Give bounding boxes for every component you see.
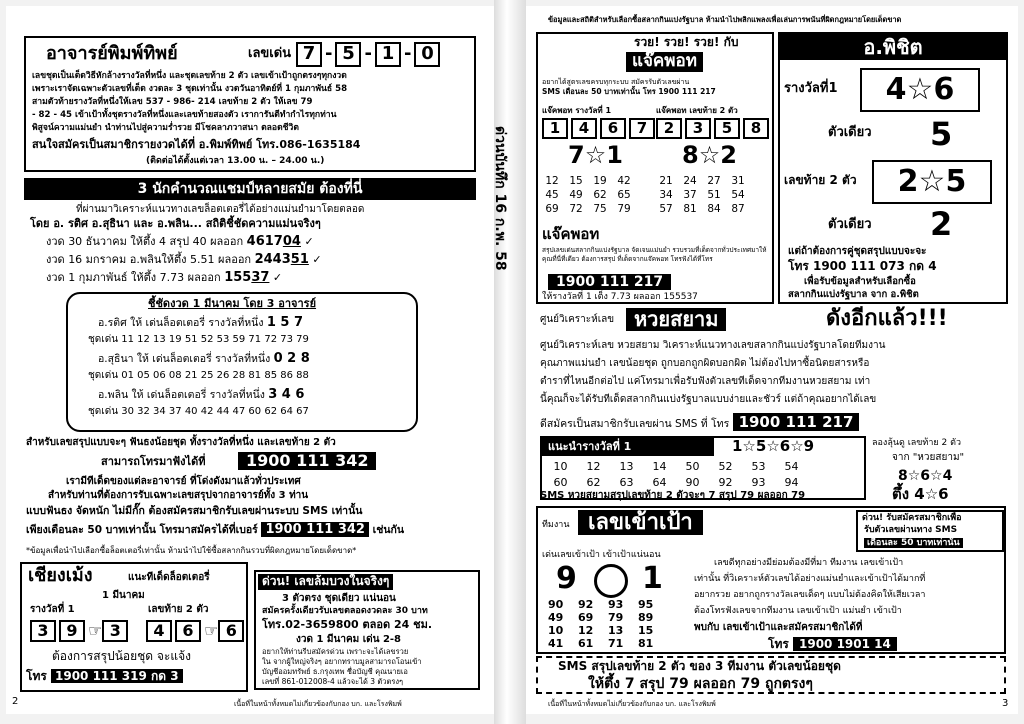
huaysiam-brand: หวยสยาม [626, 308, 726, 331]
grid-number: 19 [593, 175, 607, 187]
table-cell: 14 [652, 460, 667, 473]
grid-number: 69 [545, 203, 559, 215]
pick-lead [98, 388, 304, 403]
chiangmeng-subtitle: แนะทีเด็ดล็อตเตอรี่ [128, 572, 210, 583]
pimthip-contact: สนใจสมัครเป็นสมาชิกรายงวดได้ที่ อ.พิมพ์ทิพย์ โทร.086-1635184 [32, 138, 361, 151]
urgent-line: โทร.02-3659800 ตลอด 24 ชม. [262, 618, 433, 631]
picks-title: ชี้ชัดงวด 1 มีนาคม โดย 3 อาจารย์ [148, 297, 317, 310]
grid-number: 13 [608, 624, 624, 637]
lucky-digit: 0 [414, 42, 440, 67]
grid-number: 49 [569, 189, 583, 201]
urgent-line: ใน จากผู้ใหญ่จริงๆ อยากทราบมูลสามารถโอนเข้า [262, 657, 422, 666]
result-number: 2443 [254, 252, 291, 267]
digit-box: 9 [59, 620, 85, 642]
table-cell: 10 [553, 460, 568, 473]
chiangmeng-ad [20, 562, 248, 692]
phichit-label: เลขท้าย 2 ตัว [784, 173, 857, 187]
phichit-line: เพื่อรับข้อมูลสำหรับเลือกซื้อ [804, 276, 916, 287]
lucky-digits: 7 - 5 - 1 - 0 [296, 42, 443, 67]
grid-number: 90 [548, 598, 564, 611]
table-cell: 62 [586, 476, 601, 489]
jackpot-burst: รวย! รวย! รวย! กับ [634, 35, 739, 49]
jackpot-grid-1 [540, 174, 650, 216]
target-promo-line: รับตัวเลขผ่านทาง SMS [864, 525, 958, 535]
jackpot-result: ให้รางวัลที่ 1 เต็ง 7.73 ผลออก 155537 [542, 292, 698, 302]
huaysiam-phone: 1900 111 217 [733, 413, 860, 431]
grid-number: 62 [593, 189, 607, 201]
sms-line: SMS สรุปเลขท้าย 2 ตัว ของ 3 ทีมงาน ตัวเลขน้อยชุด [558, 659, 841, 673]
grid-number: 69 [578, 611, 594, 624]
grid-number: 41 [548, 637, 564, 650]
huaysiam-side: ลองลุ้นดู เลขท้าย 2 ตัว [872, 438, 962, 448]
grid-number: 15 [638, 624, 654, 637]
target-grid-row [548, 624, 668, 637]
target-promo-line: เดือนละ 50 บาทเท่านั้น [864, 538, 963, 548]
page-number: 2 [12, 696, 19, 707]
grid-number: 57 [659, 203, 673, 215]
huaysiam-text: นี้คุณก็จะได้รับทีเด็ดสลากกินแบ่งรัฐบาลแบบง่ายและชัวร์ แต่ถ้าคุณอยากได้เลข [540, 394, 877, 405]
champ-line [26, 523, 404, 538]
grid-number: 49 [548, 611, 564, 624]
result-text: งวด 1 กุมภาพันธ์ ให้ตึ้ง 7.73 ผลออก [46, 271, 221, 284]
table-cell: 90 [685, 476, 700, 489]
chiangmeng-date: 1 มีนาคม [102, 590, 145, 601]
pick-lead [98, 316, 303, 331]
huaysiam-text: คุณภาพแม่นยำ เลขน้อยชุด ถูกบอกถูกผิดบอกผิด ไม่ต้องไปหาซื้อนิตยสารหรือ [540, 358, 870, 369]
result-line [46, 271, 282, 286]
urgent-line: สมัครครั้งเดียวรับเลขตลอดงวดละ 30 บาท [262, 606, 428, 616]
chiangmeng-set2 [146, 620, 247, 642]
grid-number: 81 [683, 203, 697, 215]
digit-box: 1 [542, 118, 568, 139]
digit-box: 3 [102, 620, 128, 642]
right-page [492, 6, 1018, 714]
pimthip-title: อาจารย์พิมพ์ทิพย์ [46, 43, 178, 64]
phone-label: สามารถโทรมาฟังได้ที่ [101, 455, 206, 468]
pick-digits: 3 4 6 [268, 387, 305, 402]
huaysiam-side: จาก "หวยสยาม" [892, 452, 965, 463]
grid-number: 45 [545, 189, 559, 201]
table-cell: 93 [751, 476, 766, 489]
huaysiam-rec-value: 1☆5☆6☆9 [732, 437, 815, 455]
grid-number: 10 [548, 624, 564, 637]
jackpot-digits-2 [656, 118, 772, 139]
phichit-phone: โทร 1900 111 073 กด 4 [788, 259, 937, 273]
huaysiam-side-value: 8☆6☆4 [898, 468, 953, 484]
target-big-right: 1 [642, 561, 663, 596]
target-text: อยากรวย อยากถูกรางวัลเลขเด็ดๆ แบบไม่ต้องคิดให้เสียเวลา [694, 590, 926, 600]
grid-number: 79 [608, 611, 624, 624]
chiangmeng-label2: เลขท้าย 2 ตัว [148, 604, 209, 615]
result-highlight: 04 [282, 234, 301, 249]
grid-number: 92 [578, 598, 594, 611]
grid-number: 84 [707, 203, 721, 215]
urgent-line: งวด 1 มีนาคม เด่น 2-8 [296, 634, 402, 645]
phichit-value: 2☆5 [872, 160, 992, 204]
champ-line-text: เพียงเดือนละ 50 บาทเท่านั้น โทรมาสมัครได้ที่เบอร์ [26, 524, 258, 536]
digit-box: 4 [571, 118, 597, 139]
pick-set: ชุดเด่น 01 05 06 08 21 25 26 28 81 85 86 88 [88, 370, 309, 381]
target-phone: 1900 1901 14 [793, 637, 897, 651]
grid-number: 15 [569, 175, 583, 187]
left-page [6, 6, 494, 714]
grid-number: 81 [638, 637, 654, 650]
side-vertical-text: ด่วนบันทึก 16 ก.พ. 58 [492, 126, 508, 271]
pick-lead-text: อ.รติศ ให้ เด่นล็อตเตอรี่ รางวัลที่หนึ่ง [98, 317, 264, 329]
pick-lead [98, 352, 310, 367]
pointing-hand-icon: ☞ [204, 621, 219, 640]
table-cell: 54 [784, 460, 799, 473]
grid-number: 79 [617, 203, 631, 215]
result-number: 155 [224, 270, 252, 285]
sms-summary-box [536, 656, 1006, 694]
urgent-line: บัญชีออมทรัพย์ ธ.กรุงเทพ ชื่อบัญชี คุณนายเอ [262, 667, 408, 676]
huaysiam-side-value: ตึ้ง 4☆6 [892, 485, 949, 503]
pick-digits: 0 2 8 [273, 351, 310, 366]
grid-number: 72 [569, 203, 583, 215]
table-cell: 13 [619, 460, 634, 473]
huaysiam-cta [540, 414, 859, 431]
target-label: เด่นเลขเข้าเป้า เข้าเป้าแน่นอน [542, 550, 661, 560]
digit-box: 6 [175, 620, 201, 642]
result-highlight: 51 [290, 252, 309, 267]
phichit-line: แต่ถ้าต้องการคู่ชุดสรุปแบบจะจะ [788, 246, 927, 257]
digit-box: 2 [656, 118, 682, 139]
digit-box: 5 [714, 118, 740, 139]
picks-box [66, 292, 418, 432]
disclaimer: *ข้อมูลเพื่อนำไปเลือกซื้อล็อตเตอรี่เท่านั้น ห้ามนำไปใช้ซื้อสลากกินรวบที่ผิดกฎหมายโดยเด็ดขาด* [26, 546, 357, 555]
pick-lead-text: อ.สุธินา ให้ เด่นล็อตเตอรี่ รางวัลที่หนึ่ง [98, 353, 271, 365]
result-highlight: 37 [251, 270, 270, 285]
jackpot-tag: SMS เดือนละ 50 บาทเท่านั้น โทร 1900 111 217 [542, 87, 716, 96]
huaysiam-text: ศูนย์วิเคราะห์เลข หวยสยาม วิเคราะห์แนวทางเลขสลากกินแบ่งรัฐบาลโดยทีมงาน [540, 340, 886, 351]
result-text: งวด 16 มกราคม อ.พลินให้ตึ้ง 5.51 ผลออก [46, 253, 252, 266]
jackpot-brand: แจ๊คพอท [626, 52, 703, 72]
table-cell: 50 [685, 460, 700, 473]
digit-box: 3 [30, 620, 56, 642]
jackpot-big-1: 7☆1 [568, 141, 623, 169]
result-line [46, 253, 322, 268]
target-grid-row [548, 611, 668, 624]
grid-number: 71 [608, 637, 624, 650]
target-grid-row [548, 637, 668, 650]
table-cell: 92 [718, 476, 733, 489]
pointing-hand-icon: ☞ [88, 621, 103, 640]
chiangmeng-set1 [30, 620, 131, 642]
page-footer: เนื้อที่ในหน้าทั้งหมดไม่เกี่ยวข้องกับกอง บก. และโรงพิมพ์ [234, 700, 402, 708]
phone-prefix: โทร [768, 637, 789, 651]
table-cell: 63 [619, 476, 634, 489]
jackpot-big-2: 8☆2 [682, 141, 737, 169]
target-big-left: 9 [556, 561, 577, 596]
huaysiam-tag: ศูนย์วิเคราะห์เลข [540, 314, 615, 325]
huaysiam-row [544, 476, 808, 489]
check-icon: ✓ [272, 271, 283, 284]
table-cell: 64 [652, 476, 667, 489]
pimthip-line: เลขชุดเป็นเด็ดวิธีหักล้างรางวัลที่หนึ่ง และชุดเลขท้าย 2 ตัว เลขเข้าเป้าถูกตรงๆทุกงวด [32, 71, 347, 81]
huaysiam-row [544, 460, 808, 473]
result-text: งวด 30 ธันวาคม ให้ตึ้ง 4 สรุป 40 ผลออก [46, 235, 244, 248]
jackpot-h1: แจ๊คพอท รางวัลที่ 1 [542, 106, 612, 115]
huaysiam-slogan: ดังอีกแล้ว!!! [826, 306, 948, 331]
pimthip-line: สามตัวท้ายรางวัลที่หนึ่งให้เลข 537 - 986- 214 เลขท้าย 2 ตัว ให้เลข 79 [32, 97, 313, 107]
grid-number: 61 [578, 637, 594, 650]
urgent-line: 3 ตัวตรง ชุดเดียว แน่นอน [282, 593, 396, 604]
grid-number: 54 [731, 189, 745, 201]
chiangmeng-phone: 1900 111 319 กด 3 [51, 669, 183, 683]
grid-number: 12 [545, 175, 559, 187]
result-line [46, 235, 314, 250]
grid-number: 31 [731, 175, 745, 187]
urgent-ad [254, 570, 480, 690]
grid-number: 27 [707, 175, 721, 187]
phichit-value: 4☆6 [860, 68, 980, 112]
table-cell: 52 [718, 460, 733, 473]
target-grid [548, 598, 668, 650]
target-ad [536, 506, 1006, 654]
digit-box: 6 [218, 620, 244, 642]
summary-line: สำหรับเลขสรุปแบบจะๆ ฟันธงน้อยชุด ทั้งรางวัลที่หนึ่ง และเลขท้าย 2 ตัว [26, 437, 336, 448]
target-brand: เลขเข้าเป้า [578, 510, 703, 535]
phichit-value: 5 [930, 115, 953, 153]
grid-number: 37 [683, 189, 697, 201]
pick-set: ชุดเด่น 11 12 13 19 51 52 53 59 71 72 73 79 [88, 334, 309, 345]
grid-number: 21 [659, 175, 673, 187]
digit-box: 7 [629, 118, 655, 139]
table-cell: 94 [784, 476, 799, 489]
table-cell: 12 [586, 460, 601, 473]
pimthip-line: พิสูจน์ความแม่นยำ นำท่านไปสู่ความร่ำรวย มีโชคลาภวาสนา ตลอดชีวิต [32, 123, 299, 133]
phichit-ad [778, 32, 1008, 304]
jackpot-ad [536, 32, 774, 304]
check-icon: ✓ [312, 253, 322, 266]
target-team: ทีมงาน [542, 520, 570, 530]
jackpot-digits-1 [542, 118, 658, 139]
target-text: เท่านั้น ที่วิเคราะห์ตัวเลขได้อย่างแม่นยำและเข้าเป้าได้มากที่ [694, 574, 926, 584]
champ-line: สำหรับท่านที่ต้องการรับเฉพาะเลขสรุปจากอาจารย์ทั้ง 3 ท่าน [48, 490, 309, 501]
grid-number: 87 [731, 203, 745, 215]
digit-box: 4 [146, 620, 172, 642]
pick-lead-text: อ.พลิน ให้ เด่นล็อตเตอรี่ รางวัลที่หนึ่ง [98, 389, 265, 401]
chiangmeng-phone-row [26, 670, 183, 684]
sms-line: ให้ตึ้ง 7 สรุป 79 ผลออก 79 ถูกตรงๆ [588, 676, 813, 692]
jackpot-grid-2 [654, 174, 764, 216]
jackpot-tag: อยากได้สูตรเลขครบทุกระบบ สมัครรับตัวเลขผ่าน [542, 78, 690, 86]
phichit-value: 2 [930, 205, 953, 243]
pick-digits: 1 5 7 [266, 315, 304, 330]
target-phone-row [768, 638, 897, 652]
champ-phone-2: 1900 111 342 [261, 522, 369, 537]
pick-set: ชุดเด่น 30 32 34 37 40 42 44 47 60 62 64 67 [88, 406, 309, 417]
grid-number: 34 [659, 189, 673, 201]
chiangmeng-title: เชียงเม้ง [28, 565, 93, 586]
huaysiam-sms: SMS หวยสยามสรุปเลขท้าย 2 ตัวจะๆ 7 สรุป 79 ผลออก 79 [540, 490, 806, 501]
jackpot-foot-text: สรุปเลขเด่นสลากกินแบ่งรัฐบาล จัดเจนแม่นยำ รวบรวมที่เด็ดจากทั่วประเทศมาให้คุณที่นี่ที่เดียว ต้องการสรุป ที่เด็ดจากแจ๊คพอท โทรฟังได้ที่โทร [542, 246, 767, 263]
lucky-digit: 5 [335, 42, 361, 67]
champ-intro2: โดย อ. รติศ อ.สุธินา และ อ.พลิน... สถิติชี้ชัดความแม่นจริงๆ [30, 217, 321, 230]
jackpot-h2: แจ๊คพอท เลขท้าย 2 ตัว [656, 106, 738, 115]
grid-number: 42 [617, 175, 631, 187]
digit-box: 3 [685, 118, 711, 139]
huaysiam-text: ตำราที่ไหนอีกต่อไป แค่โทรมาเพื่อรับฟังตัวเลขทีเด็ดจากทีมงานหวยสยาม เท่า [540, 376, 871, 387]
grid-number: 75 [593, 203, 607, 215]
urgent-title: ด่วน! เลขล้มบวงในจริงๆ [258, 574, 393, 590]
target-text: เลขดีทุกอย่างมีย่อมต้องมีที่มา ทีมงาน เลขเข้าเป้า [714, 558, 904, 568]
grid-number: 93 [608, 598, 624, 611]
target-promo-line: ด่วน! รับสมัครสมาชิกเพื่อ [862, 513, 962, 523]
table-cell: 60 [553, 476, 568, 489]
page-gutter [494, 0, 526, 724]
target-grid-row [548, 598, 668, 611]
phichit-label: ตัวเดียว [828, 125, 872, 140]
phichit-title: อ.พิชิต [780, 34, 1006, 60]
champ-phone: 1900 111 342 [238, 452, 376, 470]
champ-line-text: เช่นกัน [372, 524, 405, 536]
page-footer: เนื้อที่ในหน้าทั้งหมดไม่เกี่ยวข้องกับกอง บก. และโรงพิมพ์ [548, 700, 716, 708]
urgent-line: เลขที่ 861-012008-4 แล้วจะได้ 3 ตัวตรงๆ [262, 677, 404, 686]
champ-line: แบบฟันธง จัดหนัก ไม่มีกั๊ก ต้องสมัครสมาชิกรับเลขผ่านระบบ SMS เท่านั้น [26, 505, 363, 517]
champ-banner: 3 นักคำนวณแชมป์หลายสมัย ต้องที่นี่ [24, 178, 476, 200]
chiangmeng-label1: รางวัลที่ 1 [30, 604, 75, 615]
grid-number: 89 [638, 611, 654, 624]
chiangmeng-cta: ต้องการสรุปน้อยชุด จะแจ้ง [52, 649, 191, 663]
champ-intro: ที่ผ่านมาวิเคราะห์แนวทางเลขล็อตเตอรี่ได้อย่างแม่นยำมาโดยตลอด [76, 204, 365, 215]
grid-number: 65 [617, 189, 631, 201]
digit-box: 8 [743, 118, 769, 139]
phichit-label: รางวัลที่1 [784, 81, 838, 96]
top-note: ข้อมูลและสถิติสำหรับเลือกซื้อสลากกินแบ่งรัฐบาล ห้ามนำไปพลิกแพลงเพื่อเล่นการพนันที่ผิดกฎหมายโดยเด็ดขาด [548, 15, 902, 24]
grid-number: 24 [683, 175, 697, 187]
grid-number: 95 [638, 598, 654, 611]
huaysiam-rec-label: แนะนำรางวัลที่ 1 [542, 438, 714, 456]
phichit-line: สลากกินแบ่งรัฐบาล จาก อ.พิชิต [788, 289, 919, 300]
grid-number: 51 [707, 189, 721, 201]
phichit-label: ตัวเดียว [828, 217, 872, 232]
check-icon: ✓ [304, 235, 314, 248]
urgent-line: อยากให้ท่านรีบสมัครด่วน เพราะจะได้เลขรวย [262, 647, 409, 656]
result-number: 4617 [246, 234, 283, 249]
pimthip-line: - 82 - 45 เข้าเป้าทั้งชุดรางวัลที่หนึ่งและเลขท้ายสองตัว เราการันตีทำกำไรทุกท่าน [32, 110, 337, 120]
target-promo [856, 510, 1004, 552]
target-text: ต้องโทรฟังเลขจากทีมงาน เลขเข้าเป้า แม่นยำ เข้าเป้า [694, 606, 902, 616]
table-cell: 53 [751, 460, 766, 473]
pimthip-line: เพราะเราจัดเฉพาะตัวเลขที่เด็ด งวดละ 3 ชุดเท่านั้น งวดวันอาทิตย์ที่ 1 กุมภาพันธ์ 58 [32, 84, 348, 94]
grid-number: 12 [578, 624, 594, 637]
lucky-digit: 7 [296, 42, 322, 67]
target-text: พบกับ เลขเข้าเป้าและสมัครสมาชิกได้ที่ [694, 622, 863, 633]
lucky-digit: 1 [375, 42, 401, 67]
digit-box: 6 [600, 118, 626, 139]
page-number: 3 [1002, 698, 1009, 709]
pimthip-ad [24, 36, 476, 172]
huaysiam-cta-text: ดีสมัครเป็นสมาชิกรับเลขผ่าน SMS ที่ โทร [540, 418, 730, 430]
phone-prefix: โทร [26, 669, 47, 683]
jackpot-foot-brand: แจ๊คพอท [542, 225, 600, 243]
pimthip-hours: (ติดต่อได้ตั้งแต่เวลา 13.00 น. – 24.00 น.) [146, 156, 325, 166]
jackpot-phone: 1900 111 217 [548, 274, 671, 290]
target-bullseye-icon [594, 564, 628, 598]
champ-line: เรามีทีเด็ดของแต่ละอาจารย์ ที่โด่งดังมาแล้วทั่วประเทศ [66, 476, 301, 487]
lucky-label: เลขเด่น [248, 46, 292, 61]
